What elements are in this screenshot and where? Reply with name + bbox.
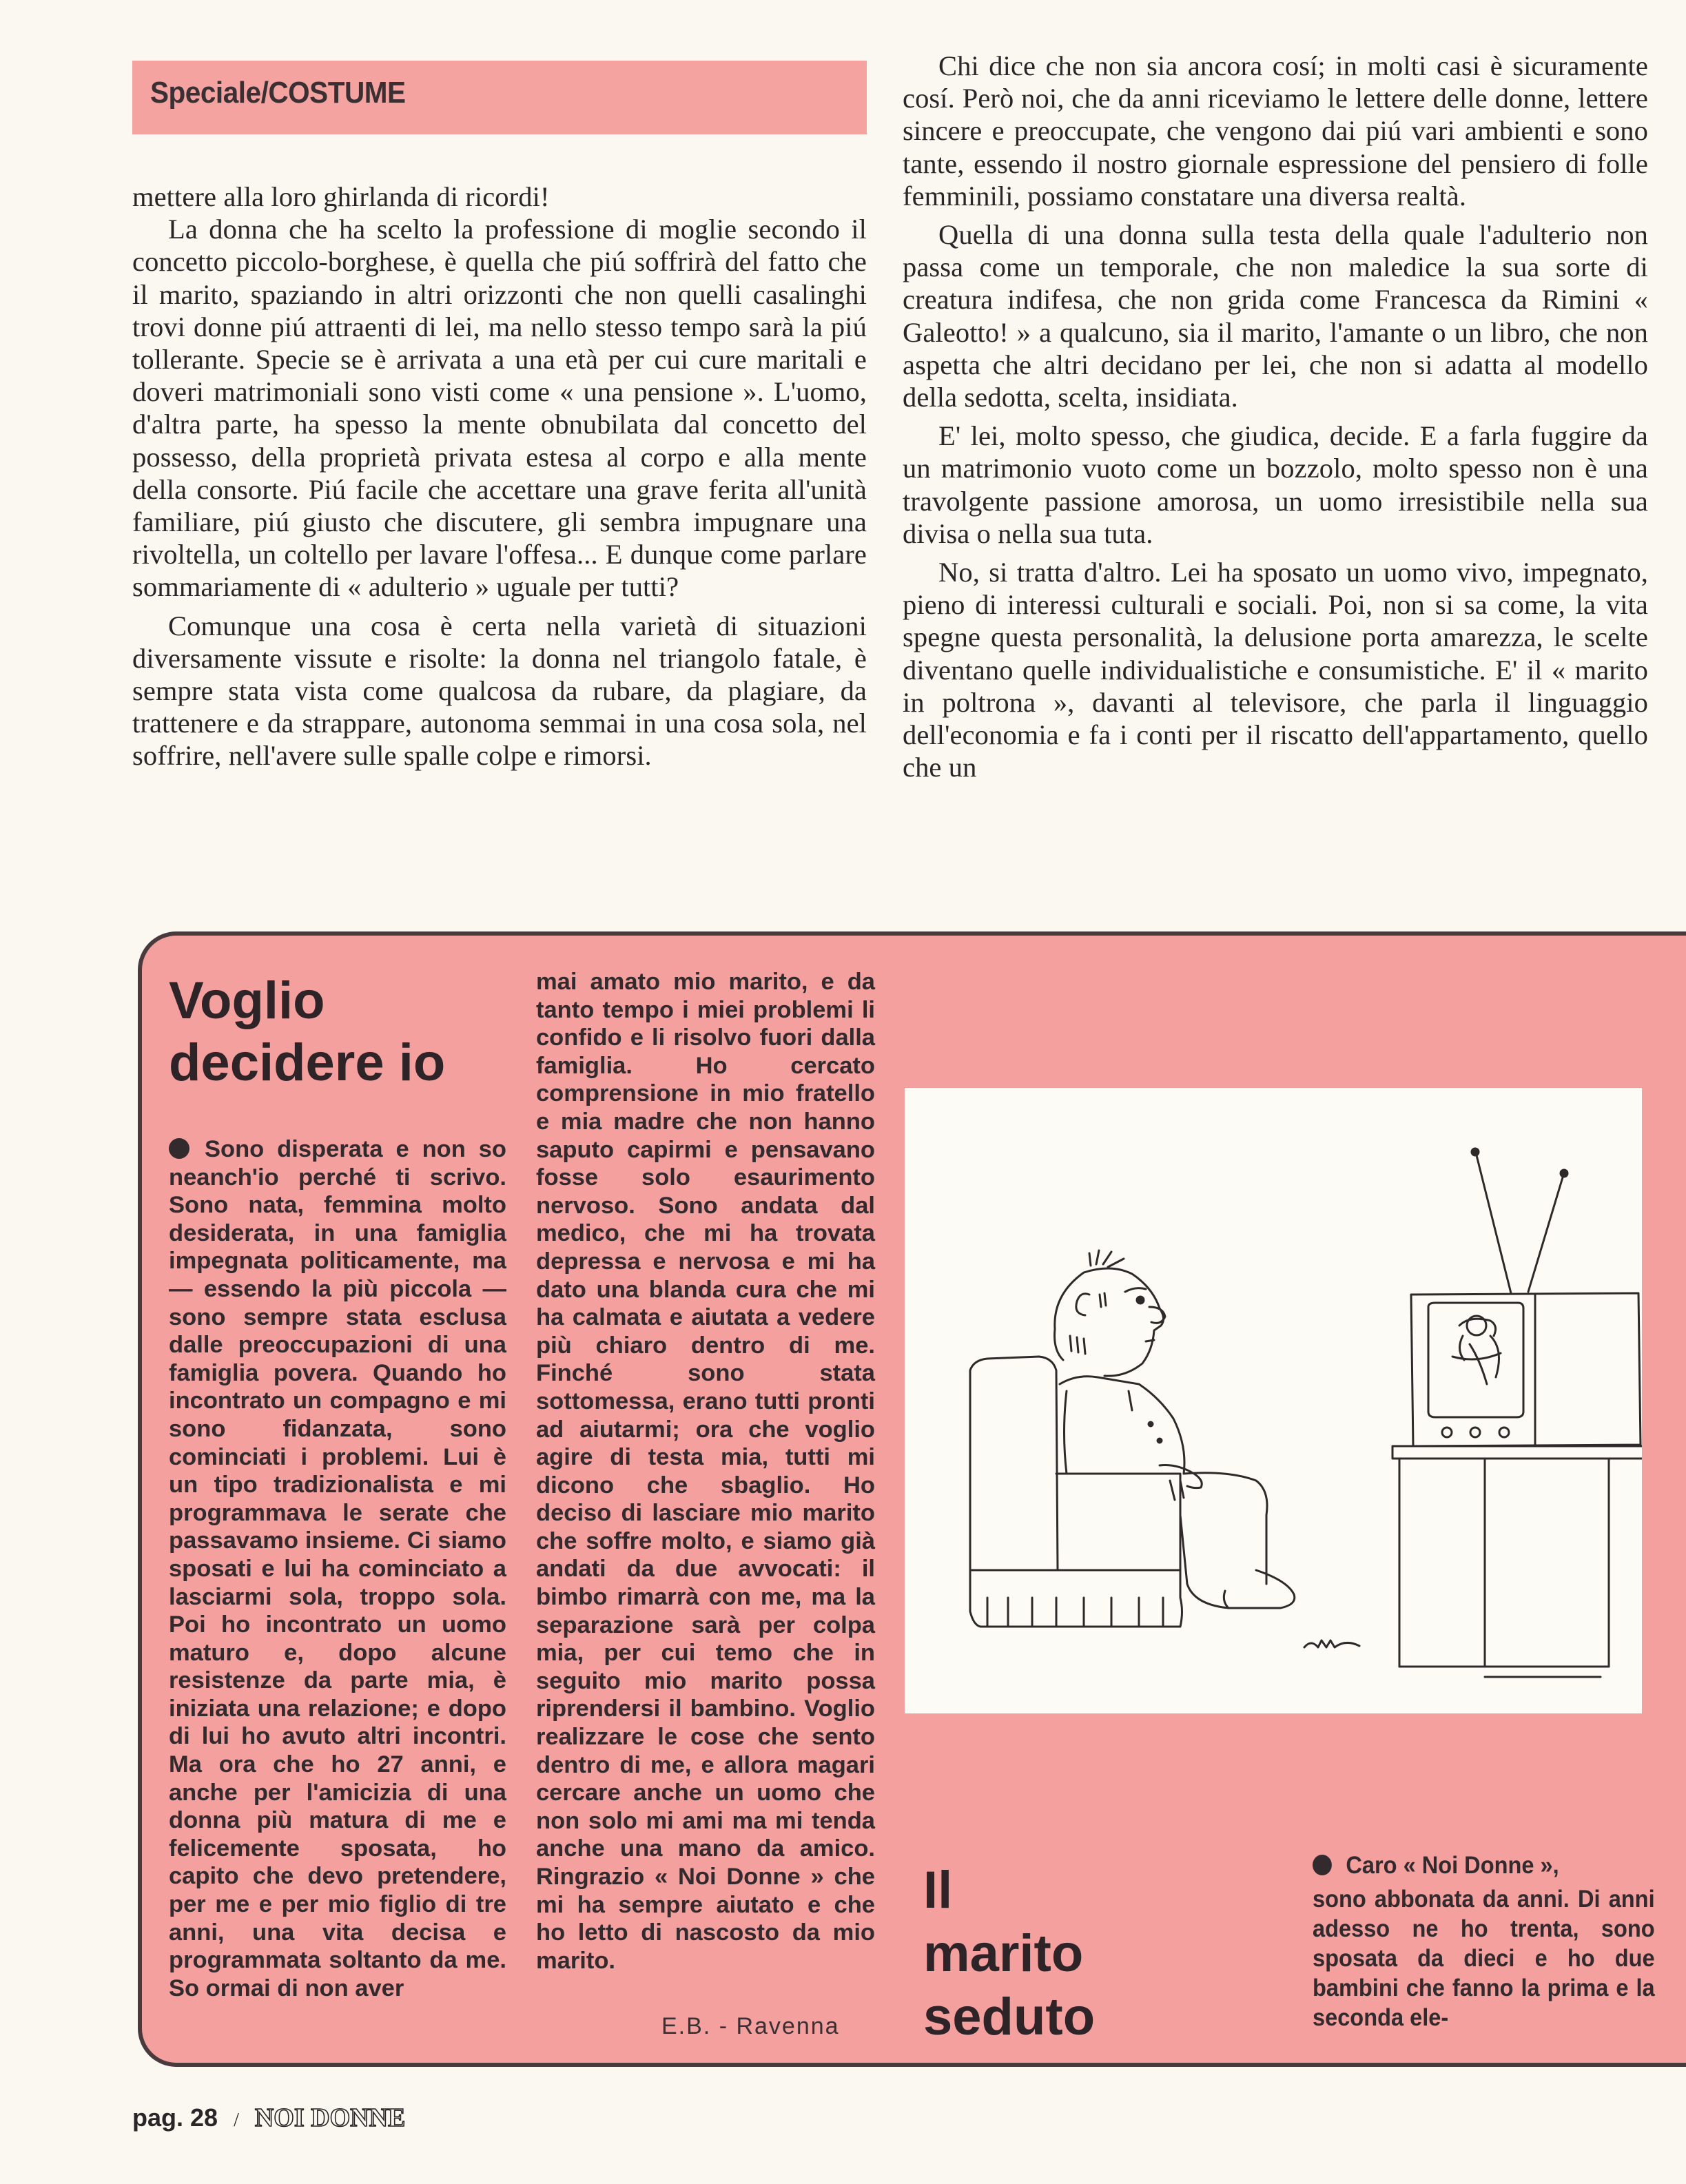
letter-column-3 [1313,1851,1655,2032]
article-paragraph: E' lei, molto spesso, che giudica, decide. E a farla fuggire da un matrimonio vuoto come un bozzolo, molto spesso non è una travolgente passione amorosa, un uomo irresistibile nella sua divisa o nella sua tuta. [903,420,1648,549]
letter-title-line: Voglio [169,971,325,1030]
section-label: Speciale/COSTUME [150,76,406,110]
article-paragraph: La donna che ha scelto la professione di moglie secondo il concetto piccolo-borghese, è quella che piú soffrirà del fatto che il marito, spaziando in altri orizzonti che non quelli casalinghi trovi donne piú attraenti di lei, ma nello stesso tempo sarà la piú tollerante. Specie se è arrivata a una età per cui cure maritali e doveri matrimoniali sono visti come « una pensione ». L'uomo, d'altra parte, ha spesso la mente obnubilata dal concetto del possesso, della proprietà privata estesa al corpo e alla mente della consorte. Piú facile che accettare una grave ferita all'unità familiare, piú giusto che discutere, gli sembra impugnare una rivoltella, un coltello per lavare l'offesa... E dunque come parlare sommariamente di « adulterio » uguale per tutti? [132,214,867,603]
article-left-column [132,181,867,772]
letter-title-line: marito [923,1924,1084,1983]
letter-text: sono abbonata da anni. Di anni adesso ne ho trenta, sono sposata da dieci e ho due bambini che fanno la prima e la seconda ele- [1313,1886,1655,2031]
letter-text: mai amato mio marito, e da tanto tempo i miei problemi li confido e li risolvo fuori dalla famiglia. Ho cercato comprensione in mio fratello e mia madre che non hanno saputo capirmi e pensavano fosse solo esaurimento nervoso. Sono andata dal medico, che mi ha trovata depressa e nervosa e mi ha dato una blanda cura che mi ha calmata e aiutata a vedere più chiaro dentro di me. Finché sono stata sottomessa, erano tutti pronti ad aiutarmi; ora che voglio agire di testa mia, tutti mi dicono che sbaglio. Ho deciso di lasciare mio marito che soffre molto, e siamo già andati da due avvocati: il bimbo rimarrà con me, ma la separazione sarà per colpa mia, per cui temo che in seguito mio marito possa riprendersi il bambino. Voglio realizzare le cose che sento dentro di me, e allora magari cercare anche un uomo che non solo mi ami ma mi tenda anche una mano da amico. Ringrazio « Noi Donne » che mi ha sempre aiutato e che ho letto di nascosto da mio marito. [536,969,875,1974]
page-footer [132,2103,405,2133]
letter-title-line: decidere io [169,1033,446,1092]
page-number: pag. 28 [132,2103,218,2132]
letter-column-2 [536,968,875,1975]
article-paragraph: Quella di una donna sulla testa della quale l'adulterio non passa come un temporale, che non maledice la sua sorte di creatura indifesa, che non grida come Francesca da Rimini « Galeotto! » a qualcuno, sia il marito, l'amante o un libro, che non aspetta che altri decidano per lei, che non si adatta al modello della sedotta, scelta, insidiata. [903,219,1648,413]
article-paragraph: No, si tratta d'altro. Lei ha sposato un uomo vivo, impegnato, pieno di interessi culturali e sociali. Poi, non si sa come, la vita spegne questa personalità, la delusione porta amarezza, le scelte diventano quelle individualistiche e consumistiche. E' il « marito in poltrona », davanti al televisore, che parla il linguaggio dell'economia e fa i conti per il riscatto dell'appartamento, quello che un [903,557,1648,783]
man-watching-tv-icon [905,1088,1642,1713]
cartoon-illustration [905,1088,1642,1713]
footer-separator: / [234,2110,239,2131]
letter-text: Sono disperata e non so neanch'io perché ti scrivo. Sono nata, femmina molto desiderata, in una famiglia impegnata politicamente, ma — essendo la più piccola — sono sempre stata esclusa dalle preoccupazioni di una famiglia povera. Quando ho incontrato un compagno e mi sono fidanzata, sono cominciati i problemi. Lui è un tipo tradizionalista e mi programmava le serate che passavamo insieme. Ci siamo sposati e lui ha cominciato a lasciarmi sola, troppo sola. Poi ho incontrato un uomo maturo e, dopo alcune resistenze da parte mia, è iniziata una relazione; e dopo di lui ho avuto altri incontri. Ma ora che ho 27 anni, e anche per l'amicizia di una donna più matura di me e felicemente sposata, ho capito che devo pretendere, per me e per mio figlio di tre anni, una vita decisa e programmata soltanto da me. So ormai di non aver [169,1136,506,2001]
article-paragraph: mettere alla loro ghirlanda di ricordi! [132,181,550,212]
article-paragraph: Chi dice che non sia ancora cosí; in molti casi è sicuramente cosí. Però noi, che da anni riceviamo le lettere delle donne, lettere sincere e preoccupate, che vengono dai piú vari ambienti e sono tante, essendo il nostro giornale espressione del pensiero di folle femminili, possiamo constatare una diversa realtà. [903,50,1648,212]
article-paragraph: Comunque una cosa è certa nella varietà di situazioni diversamente vissute e risolte: la donna nel triangolo fatale, è sempre stata vista come qualcosa da rubare, da plagiare, da trattenere e da strappare, autonoma semmai in una cosa sola, nel soffrire, nell'avere sulle spalle colpe e rimorsi. [132,610,867,772]
letter-signature: E.B. - Ravenna [661,2013,840,2039]
magazine-logo: NOI DONNE [254,2103,406,2132]
article-right-column [903,50,1648,783]
section-header-bar [132,61,867,134]
letter-title-2 [923,1859,1095,2049]
bullet-icon [1313,1855,1332,1875]
letter-title-line: Il [923,1861,953,1919]
bullet-icon [169,1138,189,1159]
letter-salutation: Caro « Noi Donne », [1346,1852,1559,1879]
letter-column-1 [169,1135,506,2002]
letter-title [169,970,445,1094]
letter-title-line: seduto [923,1988,1096,2046]
